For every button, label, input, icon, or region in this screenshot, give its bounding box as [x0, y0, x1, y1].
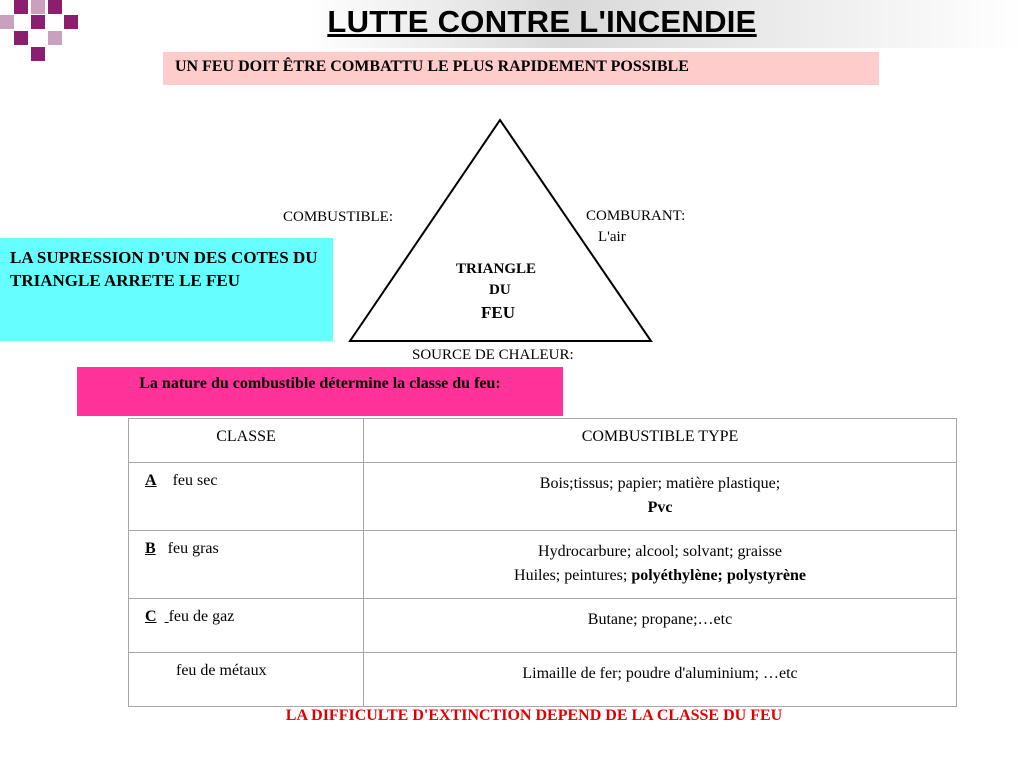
- nature-box: La nature du combustible détermine la classe du feu:: [77, 367, 563, 416]
- combustible-line2-bold: Pvc: [647, 499, 673, 516]
- class-cell: [129, 463, 364, 531]
- label-air: L'air: [598, 229, 626, 245]
- combustible-line1: Limaille de fer; poudre d'aluminium; …etc: [522, 665, 798, 682]
- subtitle-banner: UN FEU DOIT ÊTRE COMBATTU LE PLUS RAPIDEMENT POSSIBLE: [163, 52, 879, 85]
- class-cell: [129, 531, 364, 599]
- triangle-center-line2: DU: [489, 282, 511, 298]
- combustible-cell: [364, 463, 957, 531]
- note-box: LA SUPRESSION D'UN DES COTES DU TRIANGLE ARRETE LE FEU: [0, 238, 333, 341]
- fire-classes-table: [128, 418, 957, 707]
- table-row: [129, 599, 957, 653]
- label-combustible: COMBUSTIBLE:: [283, 209, 394, 225]
- table-header-row: [129, 419, 957, 463]
- class-name: feu de gaz: [168, 608, 235, 625]
- combustible-line2: Huiles; peintures;: [514, 567, 632, 584]
- class-name: feu sec: [172, 472, 218, 489]
- triangle-center-line3: FEU: [481, 303, 515, 322]
- class-letter: B: [145, 540, 156, 557]
- class-cell: [129, 599, 364, 653]
- table-row: [129, 653, 957, 707]
- combustible-line1: Butane; propane;…etc: [587, 611, 733, 628]
- page-title: LUTTE CONTRE L'INCENDIE: [327, 4, 757, 39]
- table-row: [129, 463, 957, 531]
- combustible-cell: [364, 653, 957, 707]
- class-letter: C: [145, 608, 157, 625]
- combustible-line2-bold: polyéthylène; polystyrène: [631, 567, 806, 584]
- table-row: [129, 531, 957, 599]
- footer-note: LA DIFFICULTE D'EXTINCTION DEPEND DE LA CLASSE DU FEU: [285, 707, 783, 724]
- combustible-line1: Hydrocarbure; alcool; solvant; graisse: [538, 543, 782, 560]
- combustible-cell: [364, 599, 957, 653]
- class-letter: A: [145, 472, 157, 489]
- triangle-center-line1: TRIANGLE: [456, 261, 537, 277]
- class-cell: [129, 653, 364, 707]
- class-name: feu gras: [167, 540, 219, 557]
- header-combustible-type: COMBUSTIBLE TYPE: [364, 419, 957, 463]
- label-comburant: COMBURANT:: [586, 208, 686, 224]
- label-source-chaleur: SOURCE DE CHALEUR:: [412, 347, 574, 363]
- class-name: feu de métaux: [176, 662, 267, 679]
- header-classe: CLASSE: [129, 419, 364, 463]
- combustible-cell: [364, 531, 957, 599]
- combustible-line1: Bois;tissus; papier; matière plastique;: [539, 475, 781, 492]
